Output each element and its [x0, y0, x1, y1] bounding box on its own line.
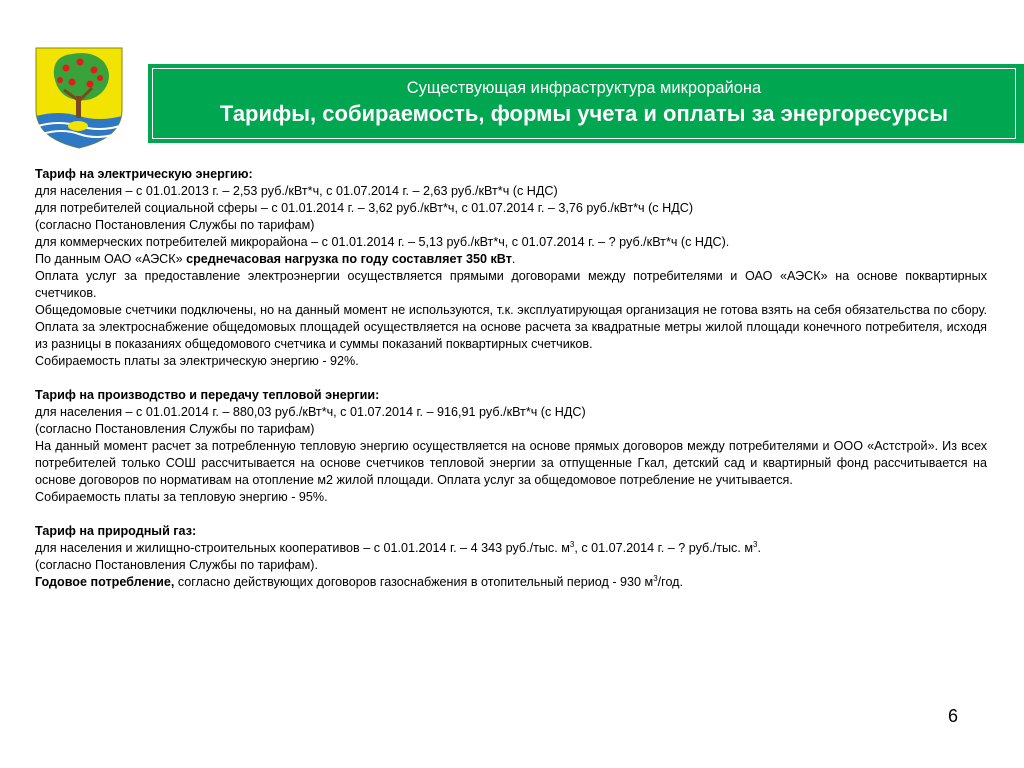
electricity-load-suffix: .: [511, 252, 516, 266]
gas-annual-label: Годовое потребление,: [35, 575, 175, 589]
gas-tariff-part1: для населения и жилищно-строительных кооперативов – с 01.01.2014 г. – 4 343 руб./тыс. м: [35, 541, 570, 555]
electricity-load-prefix: По данным ОАО «АЭСК»: [35, 252, 187, 266]
gas-annual-unit: /год.: [657, 575, 684, 589]
heat-payment-paragraph: На данный момент расчет за потребленную тепловую энергию осуществляется на основе прямых договоров между потребителями и ООО «Астстрой». Из всех потребителей только СОШ рассчитывается на основе счетчиков тепловой энергии за отпущенные Гкал, детский сад и квартирный фонд рассчитывается на основе договоров по нормативам на отопление м2 жилой площади. Оплата услуг за общедомовое потребление не учитывается.: [35, 439, 987, 487]
heat-tariff-note: (согласно Постановления Службы по тарифам): [35, 422, 315, 436]
heat-heading: Тариф на производство и передачу тепловой энергии:: [35, 388, 380, 402]
heat-collection-rate: Собираемость платы за тепловую энергию - 95%.: [35, 490, 328, 504]
gas-unit-superscript: 3: [753, 540, 758, 549]
gas-tariff-part3: .: [757, 541, 761, 555]
electricity-load-line: [35, 251, 987, 268]
electricity-heading: Тариф на электрическую энергию:: [35, 167, 253, 181]
electricity-load-value: среднечасовая нагрузка по году составляет 350 кВт: [186, 252, 512, 266]
gas-unit-superscript: 3: [569, 540, 575, 549]
electricity-collection-rate: Собираемость платы за электрическую энергию - 92%.: [35, 354, 359, 368]
section-gap: [35, 506, 987, 523]
gas-unit-superscript: 3: [653, 574, 658, 583]
electricity-tariff-note: (согласно Постановления Службы по тарифам): [35, 218, 315, 232]
section-gap: [35, 370, 987, 387]
gas-tariff-note: (согласно Постановления Службы по тарифам).: [35, 558, 318, 572]
page-number: 6: [948, 706, 959, 726]
coat-of-arms-emblem: [34, 46, 124, 150]
gas-tariff-population: [35, 540, 987, 557]
page-title: Тарифы, собираемость, формы учета и оплаты за энергоресурсы: [219, 101, 949, 126]
electricity-tariff-commercial: для коммерческих потребителей микрорайона – с 01.01.2014 г. – 5,13 руб./кВт*ч, с 01.07.2014 г. – ? руб./кВт*ч (с НДС).: [35, 235, 730, 249]
header-frame: [152, 68, 1016, 139]
electricity-tariff-population: для населения – с 01.01.2013 г. – 2,53 руб./кВт*ч, с 01.07.2014 г. – 2,63 руб./кВт*ч (с НДС): [35, 184, 558, 198]
header-banner: [148, 64, 1024, 143]
heat-tariff-population: для населения – с 01.01.2014 г. – 880,03 руб./кВт*ч, с 01.07.2014 г. – 916,91 руб./кВт*ч (с НДС): [35, 405, 586, 419]
electricity-meters-paragraph: Общедомовые счетчики подключены, но на данный момент не используются, т.к. эксплуатирующая организация не готова взять на себя обязательства по сбору. Оплата за электроснабжение общедомовых площадей осуществляется на основе расчета за квадратные метры жилой площади конечного потребителя, исходя из разницы в показаниях общедомового счетчика и суммы показаний поквартирных счетчиков.: [35, 303, 987, 351]
electricity-tariff-social: для потребителей социальной сферы – с 01.01.2014 г. – 3,62 руб./кВт*ч, с 01.07.2014 г. – 3,76 руб./кВт*ч (с НДС): [35, 201, 694, 215]
gas-annual-consumption: [35, 574, 987, 591]
gas-annual-text: согласно действующих договоров газоснабжения в отопительный период - 930 м: [174, 575, 654, 589]
document-body: [35, 166, 987, 591]
gas-tariff-part2: , с 01.07.2014 г. – ? руб./тыс. м: [574, 541, 754, 555]
gas-heading: Тариф на природный газ:: [35, 524, 197, 538]
electricity-payment-paragraph: Оплата услуг за предоставление электроэнергии осуществляется прямыми договорами между потребителями и ОАО «АЭСК» на основе поквартирных счетчиков.: [35, 269, 987, 300]
header-subtitle: Существующая инфраструктура микрорайона: [406, 79, 762, 97]
